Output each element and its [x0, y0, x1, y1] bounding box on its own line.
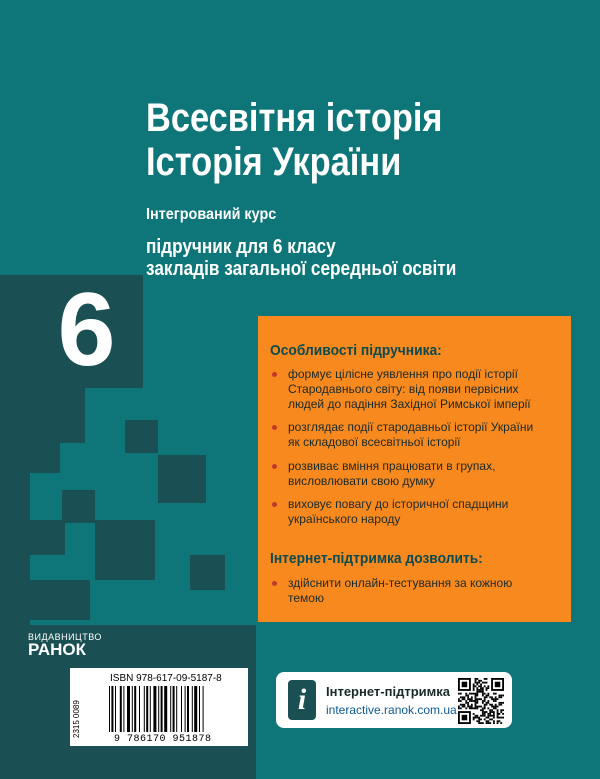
- publisher-label: ВИДАВНИЦТВО: [28, 632, 102, 642]
- decor-square: [158, 455, 206, 503]
- grade-number: 6: [57, 272, 116, 388]
- bullet-icon: [272, 372, 277, 377]
- decor-square: [190, 555, 225, 590]
- decor-square: [30, 520, 65, 555]
- support-item: [272, 576, 562, 606]
- side-number: 2315 0089: [72, 700, 81, 738]
- bullet-icon: [272, 581, 277, 586]
- feature-item: [272, 367, 562, 412]
- decor-square: [30, 580, 90, 620]
- title-line: Всесвітня історія: [146, 96, 443, 140]
- publisher-logo: [28, 632, 102, 658]
- feature-text: формує цілісне уявлення про події історії Стародавнього світу: від появи первісних людей до падіння Західної Римської імперії: [288, 367, 531, 411]
- decor-square: [125, 420, 158, 453]
- feature-item: [272, 420, 562, 450]
- publisher-name: РАНОК: [28, 640, 86, 659]
- title-line: Історія України: [146, 140, 402, 184]
- qr-code-icon[interactable]: [458, 678, 504, 724]
- decor-square: [95, 520, 155, 580]
- support-heading: Інтернет-підтримка дозволить:: [270, 550, 483, 567]
- barcode-number: 9 786170 951878: [114, 734, 212, 745]
- support-text: здійснити онлайн-тестування за кожною темою: [288, 576, 513, 605]
- bullet-icon: [272, 425, 277, 430]
- grade-line: закладів загальної середньої освіти: [146, 258, 457, 280]
- bullet-icon: [272, 464, 277, 469]
- features-heading: Особливості підручника:: [270, 342, 442, 359]
- grade-line: підручник для 6 класу: [146, 236, 336, 258]
- internet-support-title: Інтернет-підтримка: [326, 684, 450, 699]
- decor-square: [30, 388, 85, 443]
- grade-description: [146, 236, 456, 280]
- bullet-icon: [272, 502, 277, 507]
- internet-support-link[interactable]: interactive.ranok.com.ua: [326, 703, 457, 717]
- info-icon: i: [288, 680, 316, 720]
- decor-square: [62, 490, 95, 523]
- decor-square: [30, 443, 60, 473]
- feature-text: виховує повагу до історичної спадщини українського народу: [288, 497, 509, 526]
- barcode-icon: [108, 686, 242, 732]
- book-title: [146, 96, 442, 184]
- feature-text: розвиває вміння працювати в групах, висловлювати свою думку: [288, 459, 496, 488]
- isbn-text: ISBN 978-617-09-5187-8: [110, 673, 222, 684]
- decor-square: [0, 275, 30, 388]
- book-subtitle: Інтегрований курс: [146, 206, 277, 223]
- feature-item: [272, 459, 562, 489]
- decor-square: [0, 388, 30, 628]
- feature-item: [272, 497, 562, 527]
- feature-text: розглядає події стародавньої історії України як складової всесвітньої історії: [288, 420, 534, 449]
